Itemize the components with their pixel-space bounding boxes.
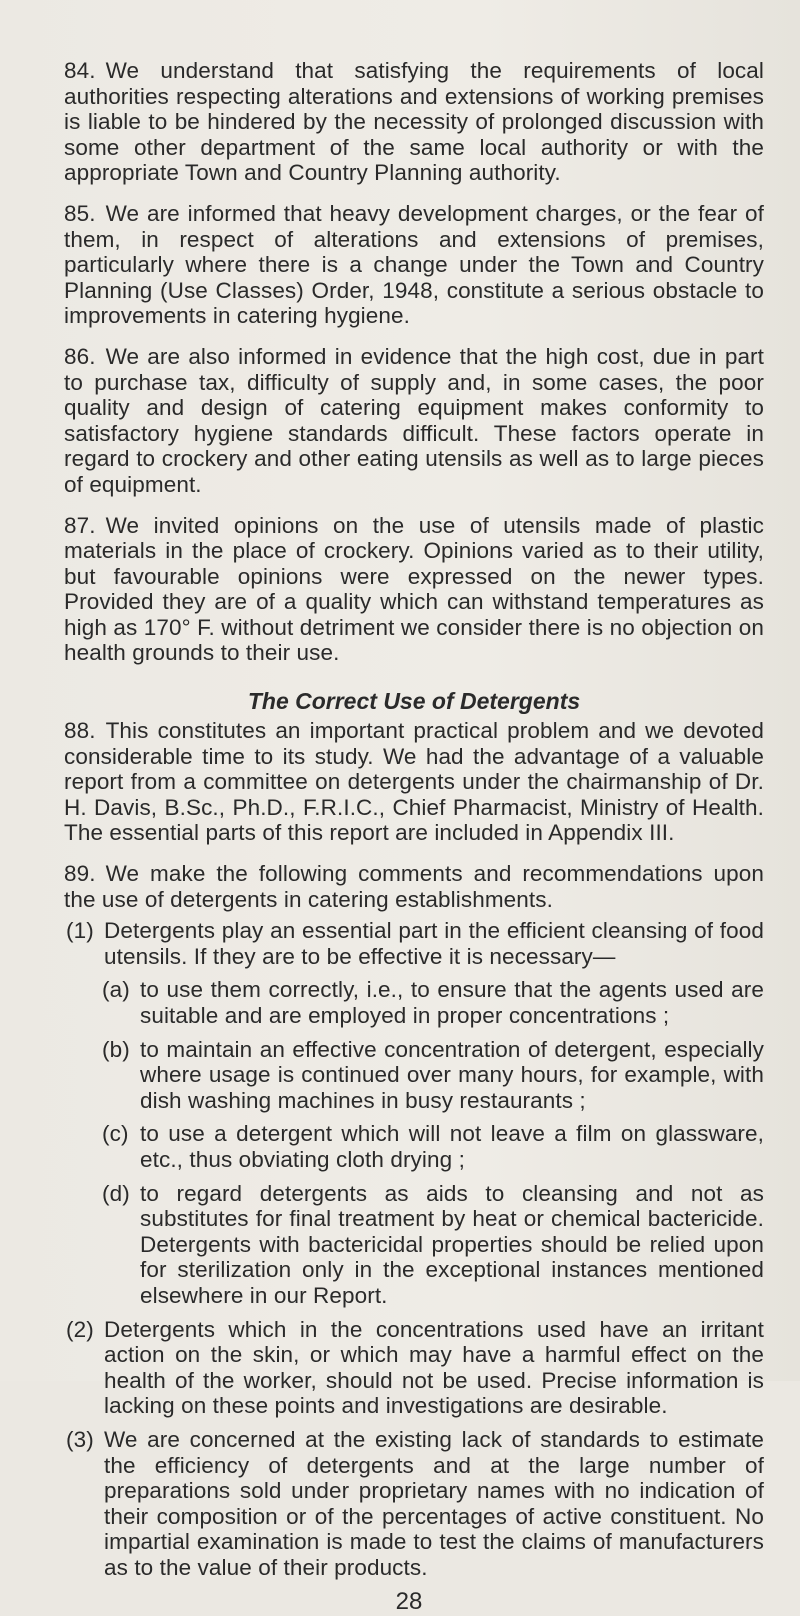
sub-item-c xyxy=(102,1121,764,1172)
sub-item-text: to maintain an effective concentration of detergent, especially where usage is continued over many hours, for example, with dish washing machines in busy restaurants ; xyxy=(140,1036,764,1113)
paragraph-number: 88. xyxy=(64,718,96,744)
section-heading: The Correct Use of Detergents xyxy=(247,688,581,715)
paragraph-text: We make the following comments and recommendations upon the use of detergents in catering establishments. xyxy=(64,861,764,912)
sub-item-label: (c) xyxy=(102,1121,129,1147)
sub-item-list xyxy=(64,977,764,1308)
paragraph-84 xyxy=(64,58,764,186)
paragraph-85 xyxy=(64,201,764,329)
paragraph-number: 87. xyxy=(64,512,96,538)
item-label: (1) xyxy=(66,918,94,944)
recommendation-2 xyxy=(66,1317,764,1419)
paragraph-86 xyxy=(64,344,764,498)
recommendation-3 xyxy=(66,1427,764,1581)
paragraph-number: 89. xyxy=(64,861,96,887)
sub-item-text: to use them correctly, i.e., to ensure that the agents used are suitable and are employed in proper concentrations ; xyxy=(140,977,764,1028)
paragraph-number: 86. xyxy=(64,343,96,369)
sub-item-label: (a) xyxy=(102,977,130,1003)
item-text: Detergents which in the concentrations used have an irritant action on the skin, or which may have a harmful effect on the health of the worker, should not be used. Precise information is lacking on these points and investigations are desirable. xyxy=(104,1316,764,1419)
item-text: We are concerned at the existing lack of standards to estimate the efficiency of detergents and at the large number of preparations sold under proprietary names with no indication of their composition or of the percentages of active constituent. No impartial examination is made to test the claims of manufacturers as to the value of their products. xyxy=(104,1426,764,1580)
item-text: Detergents play an essential part in the efficient cleansing of food utensils. If they are to be effective it is necessary— xyxy=(104,918,764,969)
item-label: (3) xyxy=(66,1426,94,1452)
paragraph-text: This constitutes an important practical problem and we devoted considerable time to its study. We had the advantage of a valuable report from a committee on detergents under the chairmanship of Dr. H. Davis, B.Sc., Ph.D., F.R.I.C., Chief Pharmacist, Ministry of Health. The essential parts of this report are included in Appendix III. xyxy=(64,718,764,846)
paragraph-89 xyxy=(64,861,764,912)
sub-item-a xyxy=(102,977,764,1028)
paragraph-text: We are also informed in evidence that the high cost, due in part to purchase tax, difficulty of supply and, in some cases, the poor quality and design of catering equipment makes conformity to satisfactory hygiene standards difficult. These factors operate in regard to crockery and other eating utensils as well as to large pieces of equipment. xyxy=(64,343,764,497)
paragraph-number: 85. xyxy=(64,200,96,226)
sub-item-b xyxy=(102,1037,764,1114)
paragraph-text: We are informed that heavy development charges, or the fear of them, in respect of alterations and extensions of premises, particularly where there is a change under the Town and Country Planning (Use Classes) Order, 1948, constitute a serious obstacle to improvements in catering hygiene. xyxy=(64,200,764,329)
sub-item-label: (b) xyxy=(102,1036,130,1062)
sub-item-text: to use a detergent which will not leave a film on glassware, etc., thus obviating cloth drying ; xyxy=(140,1121,764,1172)
sub-item-label: (d) xyxy=(102,1180,130,1206)
paragraph-text: We invited opinions on the use of utensils made of plastic materials in the place of crockery. Opinions varied as to their utility, but favourable opinions were expressed on the newer types. Provided they are of a quality which can withstand temperatures as high as 170° F. without detriment we consider there is no objection on health grounds to their use. xyxy=(64,512,764,666)
paragraph-text: We understand that satisfying the requirements of local authorities respecting alterations and extensions of working premises is liable to be hindered by the necessity of prolonged discussion with some other department of the same local authority or with the appropriate Town and Country Planning authority. xyxy=(64,58,764,186)
paragraph-88 xyxy=(64,718,764,846)
sub-item-d xyxy=(102,1181,764,1309)
recommendation-1 xyxy=(66,918,764,969)
item-label: (2) xyxy=(66,1316,94,1342)
paragraph-number: 84. xyxy=(64,58,96,83)
paragraph-87 xyxy=(64,513,764,667)
sub-item-text: to regard detergents as aids to cleansing and not as substitutes for final treatment by heat or chemical bactericide. Detergents with bactericidal properties should be relied upon for sterilization only in the exceptional instances mentioned elsewhere in our Report. xyxy=(140,1180,764,1308)
page-number: 28 xyxy=(395,1588,423,1616)
